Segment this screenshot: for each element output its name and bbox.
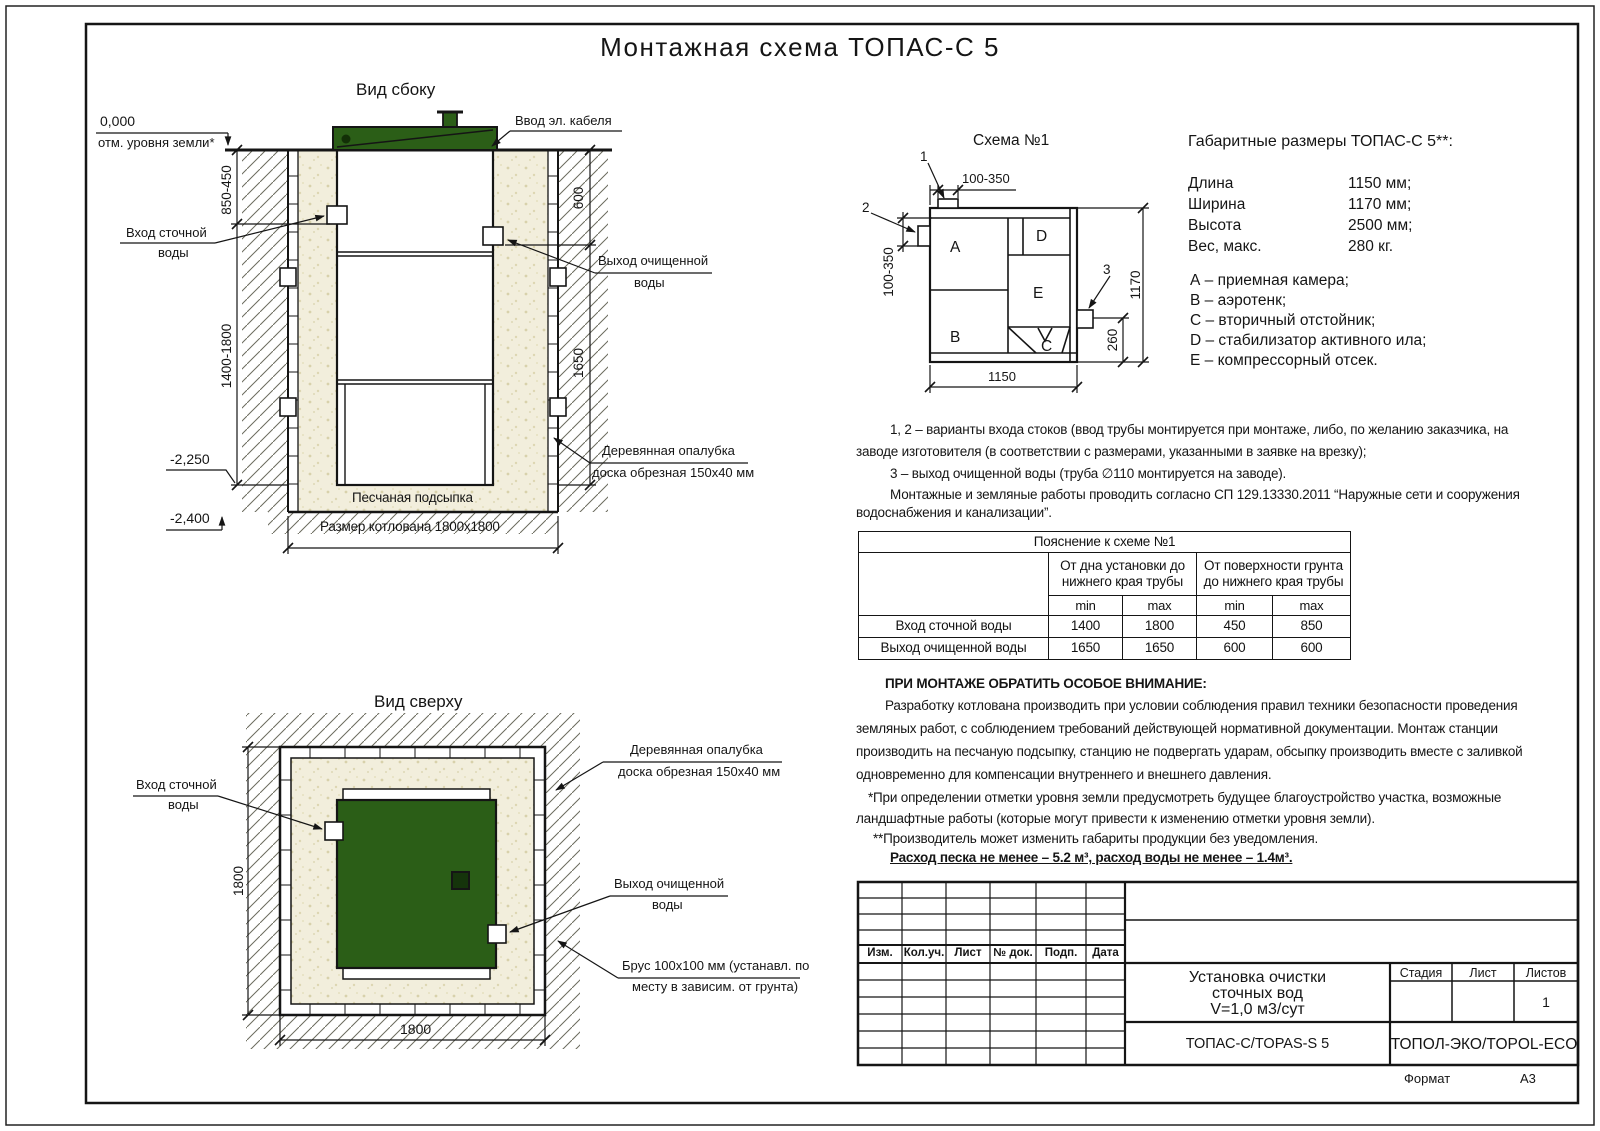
attention-heading: ПРИ МОНТАЖЕ ОБРАТИТЬ ОСОБОЕ ВНИМАНИЕ: xyxy=(885,676,1207,691)
attention-body-3: производить на песчаную подсыпку, станцию не подвергать ударам, обсыпку производить вместе с заливкой xyxy=(856,744,1523,759)
rev-header-list: Лист xyxy=(954,947,982,959)
table-group1-header: От дна установки до нижнего края трубы xyxy=(1049,553,1197,596)
side-view-title: Вид сбоку xyxy=(356,80,436,99)
spec-name-height: Высота xyxy=(1188,217,1242,234)
spec-value-width: 1170 мм; xyxy=(1348,196,1412,213)
compartment-a: A xyxy=(950,239,961,256)
legend-item-e: Е – компрессорный отсек. xyxy=(1190,352,1378,369)
table-group2-header: От поверхности грунта до нижнего края трубы xyxy=(1197,553,1351,596)
sheets-label: Листов xyxy=(1525,966,1567,980)
spec-value-height: 2500 мм; xyxy=(1348,217,1413,234)
schema-dim-height: 1170 xyxy=(1128,270,1144,300)
pit-size-label: Размер котлована 1800х1800 xyxy=(320,519,500,534)
sand-bedding-label: Песчаная подсыпка xyxy=(352,490,473,505)
tv-dim-length: 1800 xyxy=(400,1021,432,1037)
format-value: А3 xyxy=(1520,1071,1536,1086)
compartment-c: C xyxy=(1041,338,1053,355)
sv-formwork-label-2: доска обрезная 150х40 мм xyxy=(592,465,755,480)
cable-entry-label: Ввод эл. кабеля xyxy=(515,113,612,128)
note-line-4: Монтажные и земляные работы проводить согласно СП 129.13330.2011 “Наружные сети и сооружения xyxy=(890,487,1520,502)
stage-label: Стадия xyxy=(1399,966,1443,980)
spec-name-width: Ширина xyxy=(1188,196,1246,213)
dim-depth-upper: 850-450 xyxy=(219,165,235,215)
side-view-drawing xyxy=(225,112,612,534)
legend-item-c: С – вторичный отстойник; xyxy=(1190,312,1376,329)
rev-header-data: Дата xyxy=(1092,947,1119,959)
specs-heading: Габаритные размеры ТОПАС-С 5**: xyxy=(1188,133,1453,150)
table-row: Выход очищенной воды 1650 1650 600 600 xyxy=(859,638,1351,660)
tv-inlet-label-2: воды xyxy=(168,797,199,812)
sv-outlet-label-2: воды xyxy=(634,275,665,290)
schema-dim-length: 1150 xyxy=(988,369,1016,384)
table-max-2: max xyxy=(1273,596,1351,616)
attention-footnote-2: ландшафтные работы (которые могут привести к изменению отметки уровня земли). xyxy=(856,811,1375,826)
dim-outlet-upper: 600 xyxy=(571,186,587,210)
document-title: Установка очистки сточных вод V=1,0 м3/сут xyxy=(1188,969,1327,1018)
attention-body-4: одновременно для компенсации внутреннего и внешнего давления. xyxy=(856,767,1272,782)
spec-value-weight: 280 кг. xyxy=(1348,238,1394,255)
table-min-1: min xyxy=(1049,596,1123,616)
level-pit-bottom: -2,400 xyxy=(170,510,210,526)
attention-body-1: Разработку котлована производить при условии соблюдения правил техники безопасности проведения xyxy=(885,698,1518,713)
sv-inlet-label-1: Вход сточной xyxy=(126,225,207,240)
schema-callout-3: 3 xyxy=(1103,262,1111,277)
compartment-d: D xyxy=(1036,228,1048,245)
attention-footnote-1: *При определении отметки уровня земли предусмотреть будущее благоустройство участка, возможные xyxy=(868,790,1502,805)
attention-footnote-3: **Производитель может изменить габариты продукции без уведомления. xyxy=(873,831,1319,846)
table-row: Вход сточной воды 1400 1800 450 850 xyxy=(859,616,1351,638)
rev-header-ndok: № док. xyxy=(993,947,1033,959)
attention-body-2: земляных работ, с соблюдением требований действующей нормативной документации. Монтаж станции xyxy=(856,721,1498,736)
spec-value-length: 1150 мм; xyxy=(1348,175,1412,192)
tv-outlet-label-1: Выход очищенной xyxy=(614,876,725,891)
rev-header-izm: Изм. xyxy=(867,947,893,959)
note-line-1: 1, 2 – варианты входа стоков (ввод трубы монтируется при монтаже, либо, по желанию заказчика, на xyxy=(890,422,1509,437)
schema-callout-2: 2 xyxy=(862,200,870,215)
dim-outlet-lower: 1650 xyxy=(571,347,587,379)
format-label: Формат xyxy=(1404,1071,1451,1086)
tv-dim-width: 1800 xyxy=(231,865,247,897)
legend-item-b: В – аэротенк; xyxy=(1190,292,1287,309)
compartment-e: E xyxy=(1033,285,1044,302)
schema-callout-1: 1 xyxy=(920,149,928,164)
legend-item-a: А – приемная камера; xyxy=(1190,272,1349,289)
tv-formwork-label-2: доска обрезная 150х40 мм xyxy=(618,764,781,779)
schema-dim-outlet: 260 xyxy=(1105,328,1121,352)
schema-title: Схема №1 xyxy=(973,132,1050,149)
company-name: ТОПОЛ-ЭКО/TOPOL-ECO xyxy=(1390,1036,1578,1053)
sheets-value: 1 xyxy=(1542,994,1550,1010)
note-line-3: 3 – выход очищенной воды (труба ∅110 монтируется на заводе). xyxy=(890,466,1287,481)
sheet-label: Лист xyxy=(1469,966,1497,980)
schema-dim-top: 100-350 xyxy=(962,171,1010,186)
schema1-drawing xyxy=(918,199,1093,362)
rev-header-podp: Подп. xyxy=(1044,947,1078,959)
tv-formwork-label-1: Деревянная опалубка xyxy=(630,742,763,757)
explanation-table xyxy=(858,531,1351,660)
tv-inlet-label-1: Вход сточной xyxy=(136,777,217,792)
beam-label-2: месту в зависим. от грунта) xyxy=(632,979,799,994)
sv-formwork-label-1: Деревянная опалубка xyxy=(602,443,735,458)
rev-header-koluch: Кол.уч. xyxy=(903,947,945,959)
ground-level-label: отм. уровня земли* xyxy=(98,135,215,150)
schema-dim-left: 100-350 xyxy=(881,247,897,297)
model-name: ТОПАС-С/TOPAS-S 5 xyxy=(1185,1036,1330,1052)
spec-name-length: Длина xyxy=(1188,175,1234,192)
sand-consumption-note: Расход песка не менее – 5.2 м³, расход воды не менее – 1.4м³. xyxy=(890,850,1293,865)
top-view-drawing xyxy=(246,713,580,1049)
tv-outlet-label-2: воды xyxy=(652,897,683,912)
note-line-5: водоснабжения и канализации”. xyxy=(856,505,1052,520)
table-min-2: min xyxy=(1197,596,1273,616)
table-max-1: max xyxy=(1123,596,1197,616)
table-title: Пояснение к схеме №1 xyxy=(859,532,1351,553)
drawing-title: Монтажная схема ТОПАС-С 5 xyxy=(600,32,1000,62)
legend-item-d: D – стабилизатор активного ила; xyxy=(1190,332,1427,349)
top-view-title: Вид сверху xyxy=(374,692,463,711)
level-tank-bottom: -2,250 xyxy=(170,451,210,467)
sv-inlet-label-2: воды xyxy=(158,245,189,260)
beam-label-1: Брус 100х100 мм (устанавл. по xyxy=(622,958,810,973)
spec-name-weight: Вес, макс. xyxy=(1188,238,1262,255)
table-corner-cell xyxy=(859,553,1049,616)
dim-depth-lower: 1400-1800 xyxy=(219,323,235,389)
note-line-2: заводе изготовителя (в соответствии с размерами, указанными в заявке на врезку); xyxy=(856,444,1367,459)
sv-outlet-label-1: Выход очищенной xyxy=(598,253,709,268)
zero-level-mark: 0,000 xyxy=(100,113,136,129)
compartment-b: B xyxy=(950,329,961,346)
